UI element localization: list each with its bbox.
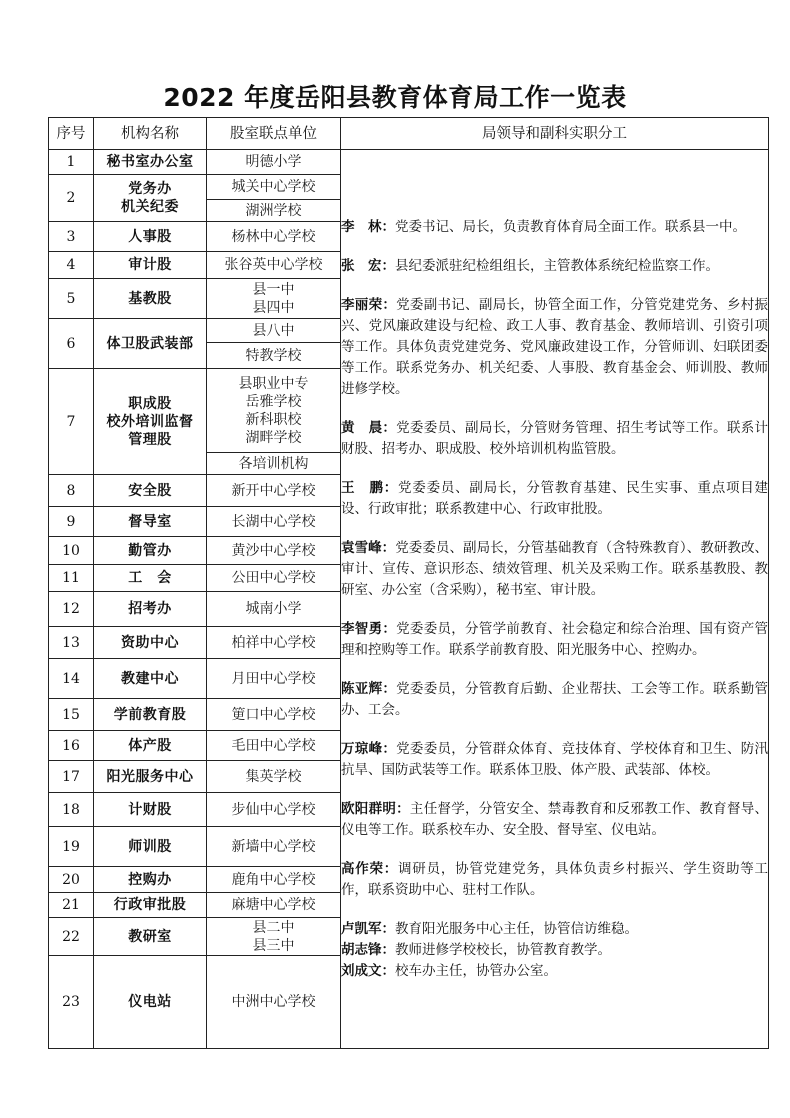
org-name: 仪电站 (94, 956, 207, 1049)
org-name: 基教股 (94, 279, 207, 319)
contact-unit: 杨林中心学校 (207, 222, 341, 252)
org-name: 秘书室办公室 (94, 150, 207, 175)
row-index: 4 (49, 252, 94, 279)
contact-unit: 黄沙中心学校 (207, 537, 341, 565)
row-index: 23 (49, 956, 94, 1049)
row-index: 11 (49, 565, 94, 592)
org-name: 勤管办 (94, 537, 207, 565)
org-name: 工 会 (94, 565, 207, 592)
row-index: 21 (49, 893, 94, 918)
leader-name: 李丽荣： (341, 296, 397, 313)
duty-text: 教师进修学校校长，协管教育教学。 (395, 941, 611, 958)
org-name: 体卫股武装部 (94, 319, 207, 369)
contact-unit: 县职业中专 岳雅学校 新科职校 湖畔学校 (207, 369, 341, 453)
row-index: 5 (49, 279, 94, 319)
org-name: 人事股 (94, 222, 207, 252)
contact-unit: 明德小学 (207, 150, 341, 175)
org-name: 学前教育股 (94, 699, 207, 731)
contact-unit: 麻塘中心学校 (207, 893, 341, 918)
duty-entry (341, 538, 768, 601)
contact-unit: 各培训机构 (207, 453, 341, 475)
row-index: 19 (49, 827, 94, 867)
contact-unit: 月田中心学校 (207, 659, 341, 699)
table-body (49, 150, 769, 1049)
org-name: 党务办 机关纪委 (94, 175, 207, 222)
org-name: 计财股 (94, 793, 207, 827)
header-row (49, 118, 769, 150)
header-idx: 序号 (49, 118, 94, 150)
leader-name: 高作荣： (341, 860, 399, 877)
table-row (49, 150, 769, 175)
row-index: 20 (49, 867, 94, 893)
org-name: 职成股 校外培训监督 管理股 (94, 369, 207, 475)
leader-name: 卢凯军： (341, 920, 395, 937)
leader-name: 李 林： (341, 218, 395, 235)
leader-name: 张 宏： (341, 257, 395, 274)
contact-unit: 柏祥中心学校 (207, 627, 341, 659)
duty-text: 党委委员、副局长，分管基础教育（含特殊教育）、教研教改、审计、宣传、意识形态、绩效管理、机关及采购工作。联系基教股、教研室、办公室（含采购），秘书室、审计股。 (341, 539, 769, 598)
org-name: 督导室 (94, 507, 207, 537)
contact-unit: 城关中心学校 (207, 175, 341, 200)
row-index: 16 (49, 731, 94, 761)
duty-entry (341, 799, 768, 841)
row-index: 12 (49, 592, 94, 627)
org-name: 教建中心 (94, 659, 207, 699)
header-unit: 股室联点单位 (207, 118, 341, 150)
row-index: 17 (49, 761, 94, 793)
leader-name: 刘成文： (341, 962, 395, 979)
duty-entry (341, 478, 768, 520)
duty-text: 党委委员，分管群众体育、竞技体育、学校体育和卫生、防汛抗旱、国防武装等工作。联系体卫股、体产股、武装部、体校。 (341, 740, 769, 778)
row-index: 1 (49, 150, 94, 175)
org-name: 招考办 (94, 592, 207, 627)
contact-unit: 特教学校 (207, 343, 341, 369)
leader-name: 欧阳群明： (341, 800, 410, 817)
row-index: 10 (49, 537, 94, 565)
duty-entry (341, 679, 768, 721)
row-index: 15 (49, 699, 94, 731)
duty-text: 党委书记、局长，负责教育体育局全面工作。联系县一中。 (395, 218, 746, 235)
org-name: 阳光服务中心 (94, 761, 207, 793)
row-index: 2 (49, 175, 94, 222)
duty-text: 县纪委派驻纪检组组长，主管教体系统纪检监察工作。 (395, 257, 719, 274)
org-name: 体产股 (94, 731, 207, 761)
contact-unit: 县二中 县三中 (207, 918, 341, 956)
contact-unit: 新墙中心学校 (207, 827, 341, 867)
header-duties: 局领导和副科实职分工 (341, 118, 769, 150)
row-index: 13 (49, 627, 94, 659)
org-name: 师训股 (94, 827, 207, 867)
org-name: 审计股 (94, 252, 207, 279)
row-index: 3 (49, 222, 94, 252)
leader-name: 黄 晨： (341, 419, 397, 436)
row-index: 14 (49, 659, 94, 699)
header-org: 机构名称 (94, 118, 207, 150)
duty-text: 党委委员，分管学前教育、社会稳定和综合治理、国有资产管理和控购等工作。联系学前教育股、阳光服务中心、控购办。 (341, 620, 769, 658)
leader-name: 万琼峰： (341, 740, 397, 757)
duty-entry (341, 295, 768, 400)
duty-entry (341, 859, 768, 901)
row-index: 18 (49, 793, 94, 827)
leader-name: 胡志锋： (341, 941, 395, 958)
duty-entry (341, 961, 768, 982)
row-index: 7 (49, 369, 94, 475)
row-index: 22 (49, 918, 94, 956)
duty-text: 调研员，协管党建党务，具体负责乡村振兴、学生资助等工作，联系资助中心、驻村工作队。 (341, 860, 769, 898)
org-name: 资助中心 (94, 627, 207, 659)
contact-unit: 张谷英中心学校 (207, 252, 341, 279)
contact-unit: 县一中 县四中 (207, 279, 341, 319)
row-index: 8 (49, 475, 94, 507)
contact-unit: 长湖中心学校 (207, 507, 341, 537)
contact-unit: 湖洲学校 (207, 200, 341, 222)
duty-entry (341, 739, 768, 781)
contact-unit: 集英学校 (207, 761, 341, 793)
contact-unit: 公田中心学校 (207, 565, 341, 592)
org-name: 行政审批股 (94, 893, 207, 918)
duty-entry (341, 940, 768, 961)
duty-text: 党委委员，分管教育后勤、企业帮扶、工会等工作。联系勤管办、工会。 (341, 680, 769, 718)
leader-name: 王 鹏： (341, 479, 399, 496)
work-table (48, 117, 769, 1049)
contact-unit: 县八中 (207, 319, 341, 343)
leader-duties (341, 150, 769, 1049)
org-name: 教研室 (94, 918, 207, 956)
duty-entry (341, 256, 768, 277)
row-index: 9 (49, 507, 94, 537)
leader-name: 袁雪峰： (341, 539, 396, 556)
contact-unit: 步仙中心学校 (207, 793, 341, 827)
duty-entry (341, 919, 768, 940)
duty-text: 党委委员、副局长，分管教育基建、民生实事、重点项目建设、行政审批；联系教建中心、行政审批股。 (341, 479, 769, 517)
contact-unit: 毛田中心学校 (207, 731, 341, 761)
page-title: 2022 年度岳阳县教育体育局工作一览表 (163, 83, 627, 112)
duty-text: 校车办主任，协管办公室。 (395, 962, 557, 979)
duty-text: 教育阳光服务中心主任，协管信访维稳。 (395, 920, 638, 937)
contact-unit: 城南小学 (207, 592, 341, 627)
leader-name: 陈亚辉： (341, 680, 397, 697)
duty-text: 党委副书记、副局长，协管全面工作，分管党建党务、乡村振兴、党风廉政建设与纪检、政工人事、教育基金、教师培训、引资引项等工作。具体负责党建党务、党风廉政建设工作，分管师训、妇联团委等工作。联系党务办、机关纪委、人事股、教育基金会、师训股、教师进修学校。 (341, 296, 769, 397)
duty-text: 党委委员、副局长，分管财务管理、招生考试等工作。联系计财股、招考办、职成股、校外培训机构监管股。 (341, 419, 769, 457)
contact-unit: 筻口中心学校 (207, 699, 341, 731)
contact-unit: 新开中心学校 (207, 475, 341, 507)
org-name: 控购办 (94, 867, 207, 893)
duty-entry (341, 619, 768, 661)
org-name: 安全股 (94, 475, 207, 507)
contact-unit: 中洲中心学校 (207, 956, 341, 1049)
contact-unit: 鹿角中心学校 (207, 867, 341, 893)
row-index: 6 (49, 319, 94, 369)
duty-entry (341, 418, 768, 460)
leader-name: 李智勇： (341, 620, 397, 637)
duty-entry (341, 217, 768, 238)
duty-text: 主任督学，分管安全、禁毒教育和反邪教工作、教育督导、仪电等工作。联系校车办、安全股、督导室、仪电站。 (341, 800, 769, 838)
